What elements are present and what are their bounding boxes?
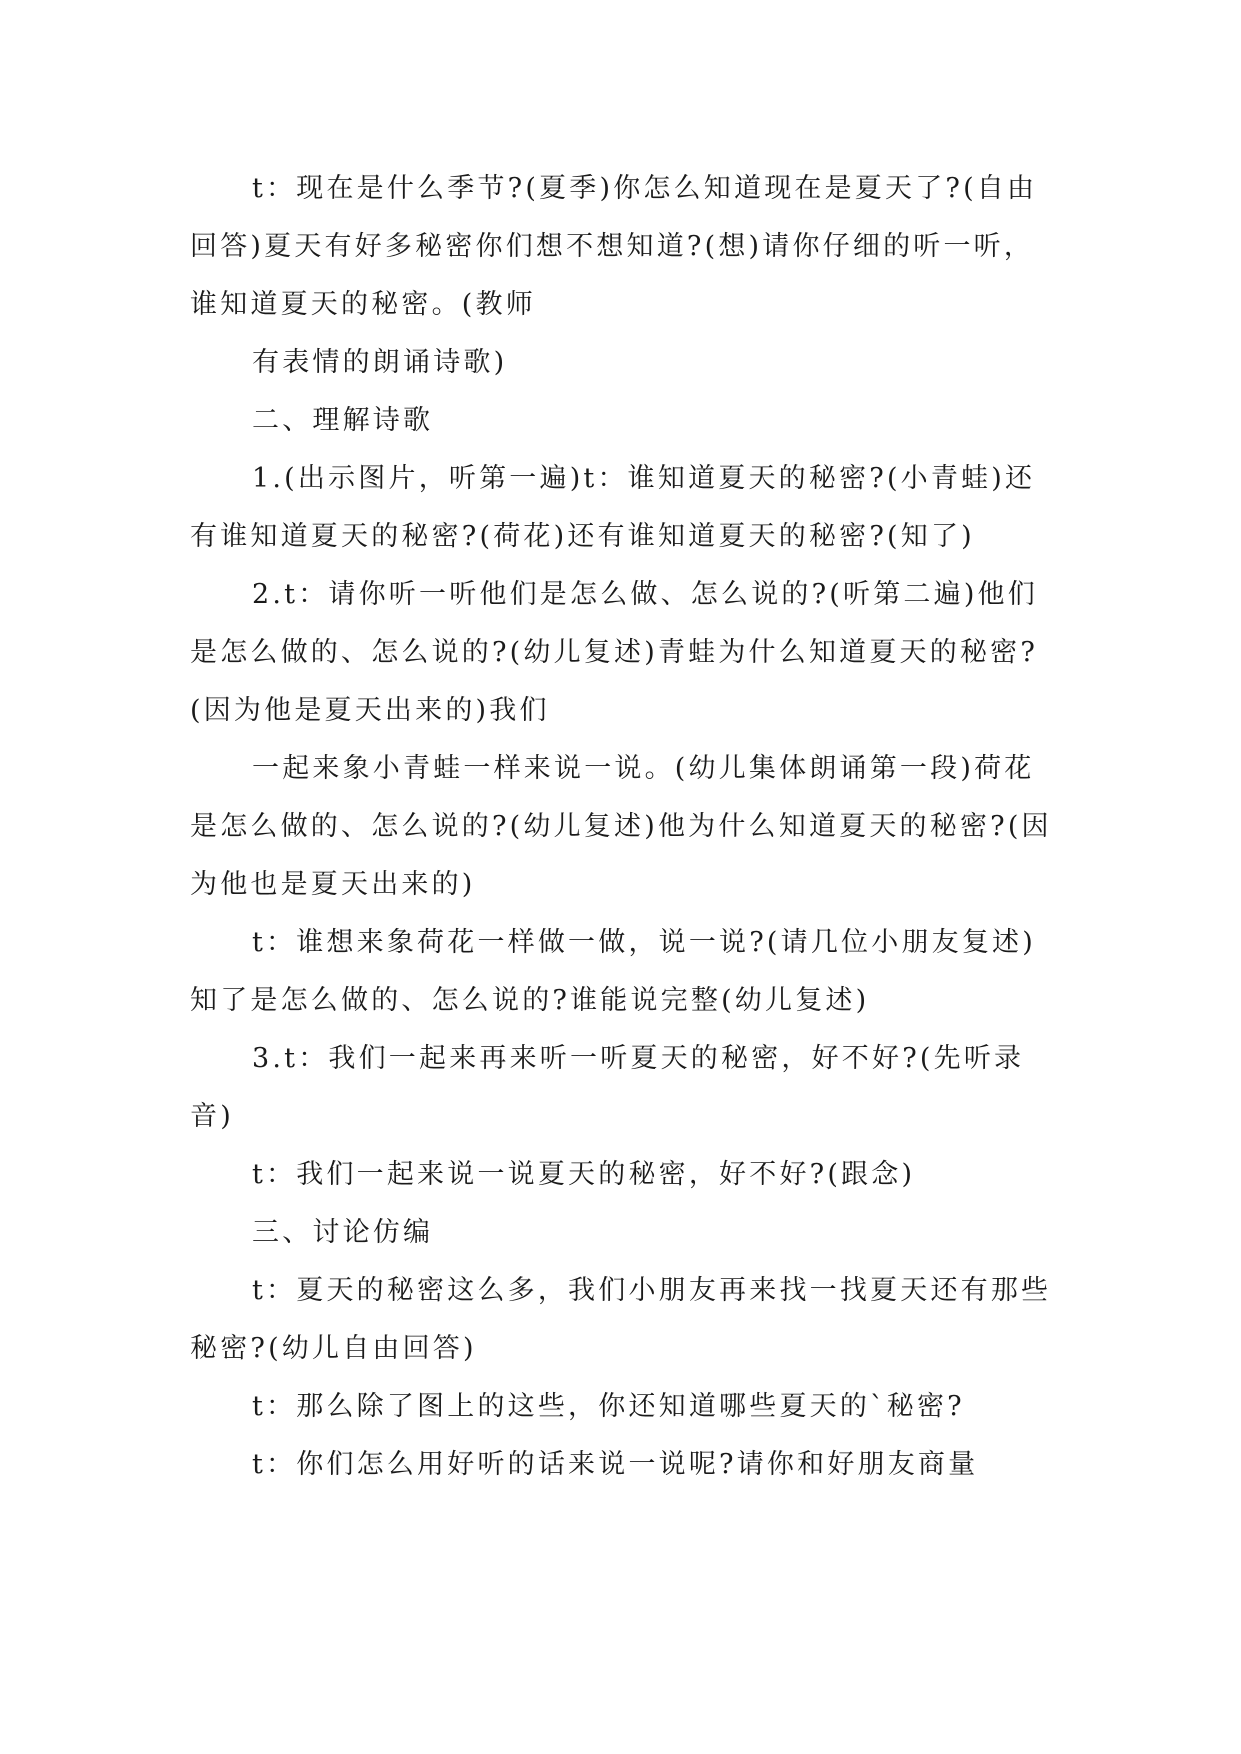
paragraph-teacher-recite: 有表情的朗诵诗歌) xyxy=(252,347,508,378)
paragraph-step-2-continued: 一起来象小青蛙一样来说一说。(幼儿集体朗诵第一段)荷花是怎么做的、怎么说的?(幼儿复述)他为什么知道夏天的秘密?(因为他也是夏天出来的) xyxy=(190,753,1052,900)
paragraph-intro-question: t：现在是什么季节?(夏季)你怎么知道现在是夏天了?(自由回答)夏天有好多秘密你们想不想知道?(想)请你仔细的听一听，谁知道夏天的秘密。(教师 xyxy=(190,173,1038,320)
paragraph-step-1: 1.(出示图片，听第一遍)t：谁知道夏天的秘密?(小青蛙)还有谁知道夏天的秘密?(荷花)还有谁知道夏天的秘密?(知了) xyxy=(190,463,1036,552)
paragraph-lotus-retell: t：谁想来象荷花一样做一做，说一说?(请几位小朋友复述)知了是怎么做的、怎么说的?谁能说完整(幼儿复述) xyxy=(190,927,1036,1016)
paragraph-discuss-with-friend: t：你们怎么用好听的话来说一说呢?请你和好朋友商量 xyxy=(252,1449,979,1480)
paragraph-step-2: 2.t：请你听一听他们是怎么做、怎么说的?(听第二遍)他们是怎么做的、怎么说的?(幼儿复述)青蛙为什么知道夏天的秘密?(因为他是夏天出来的)我们 xyxy=(190,579,1039,726)
section-heading-discuss-imitate: 三、讨论仿编 xyxy=(252,1217,434,1248)
paragraph-read-along: t：我们一起来说一说夏天的秘密，好不好?(跟念) xyxy=(252,1159,916,1190)
section-heading-understand-poem: 二、理解诗歌 xyxy=(252,405,434,436)
paragraph-other-secrets: t：那么除了图上的这些，你还知道哪些夏天的`秘密? xyxy=(252,1391,965,1422)
document-page xyxy=(190,160,1060,1494)
paragraph-find-secrets: t：夏天的秘密这么多，我们小朋友再来找一找夏天还有那些秘密?(幼儿自由回答) xyxy=(190,1275,1052,1364)
paragraph-step-3: 3.t：我们一起来再来听一听夏天的秘密，好不好?(先听录音) xyxy=(190,1043,1025,1132)
